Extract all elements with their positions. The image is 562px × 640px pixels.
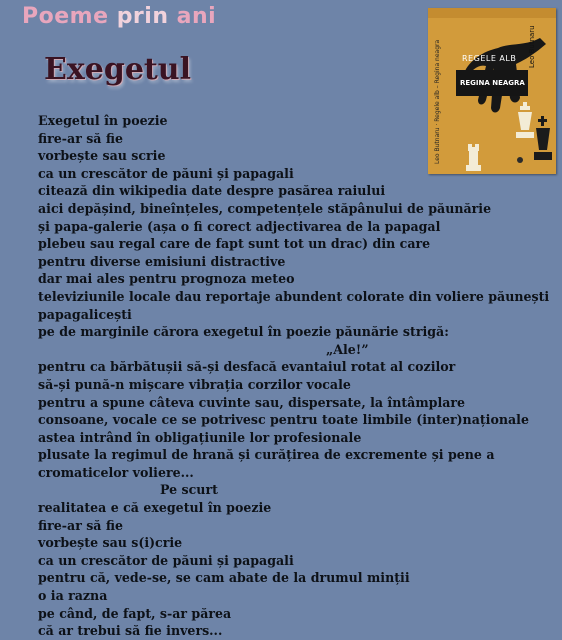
poem-line: ca un crescător de păuni și papagali: [38, 552, 294, 568]
struck-word: poezie: [286, 324, 332, 340]
poem-line: cromaticelor voliere...: [38, 464, 194, 480]
poem-line: pentru ca bărbătușii să-și desfacă evantaiul rotat al cozilor: [38, 359, 456, 375]
poem-line-prefix: pe de marginile cărora exegetul în: [38, 324, 287, 340]
blog-title-word-2: prin: [116, 4, 169, 29]
poem-line: să-și pună-n mișcare vibrația corzilor vocale: [38, 376, 351, 392]
poem-line: papagalicești: [38, 306, 132, 322]
poem-line: fire-ar să fie: [38, 130, 124, 146]
poem-line: ca un crescător de păuni și papagali: [38, 165, 294, 181]
poem-line: aici depășind, bineînțeles, competențele stăpânului de păunărie: [38, 200, 492, 216]
poem-line-suffix: păunărie strigă:: [331, 324, 449, 340]
poem-line: și papa-galerie (așa o fi corect adjectivarea de la papagal: [38, 218, 441, 234]
blog-title-word-1: Poeme: [22, 4, 109, 29]
poem-line: plusate la regimul de hrană și curățirea de excremente și pene a: [38, 447, 495, 463]
book-spine-text: Leo Butnaru · Regele alb – Regina neagra: [434, 39, 441, 164]
poem-line: televiziunile locale dau reportaje abundent colorate din voliere păunești: [38, 288, 550, 304]
poem-line: consoane, vocale ce se potrivesc pentru toate limbile (inter)naționale: [38, 412, 529, 428]
poem-line: Exegetul în poezie: [38, 113, 168, 128]
poem-line: pentru a spune câteva cuvinte sau, dispersate, la întâmplare: [38, 394, 466, 410]
poem-title: Exegetul: [44, 52, 191, 87]
poem-body: [38, 112, 558, 640]
poem-line: pe când, de fapt, s-ar părea: [38, 605, 232, 621]
blog-title[interactable]: [22, 4, 216, 29]
poem-line: vorbește sau scrie: [38, 148, 166, 164]
poem-line: citează din wikipedia date despre pasărea raiului: [38, 183, 386, 199]
poem-line: plebeu sau regal care de fapt sunt tot un drac) din care: [38, 236, 431, 252]
poem-line: vorbește sau s(i)crie: [38, 535, 183, 551]
poem-line-pe-scurt: Pe scurt: [160, 482, 218, 498]
book-author: Leo Butnaru: [528, 25, 536, 68]
poem-line: pentru că, vede-se, se cam abate de la drumul minții: [38, 570, 410, 586]
poem-line: o ia razna: [38, 588, 108, 604]
poem-line: astea intrând în obligațiunile lor profesionale: [38, 429, 362, 445]
blog-title-word-3: ani: [176, 4, 217, 29]
poem-line: dar mai ales pentru prognoza meteo: [38, 271, 295, 287]
poem-line: că ar trebui să fie invers...: [38, 623, 223, 639]
poem-line: fire-ar să fie: [38, 517, 124, 533]
poem-line: realitatea e că exegetul în poezie: [38, 500, 272, 516]
book-title-top: REGELE ALB: [462, 54, 517, 63]
poem-line: pentru diverse emisiuni distractive: [38, 253, 286, 269]
book-title-bottom: REGINA NEAGRA: [460, 79, 525, 87]
poem-line-strike: [38, 323, 558, 341]
poem-line-ale: „Ale!”: [326, 341, 369, 357]
